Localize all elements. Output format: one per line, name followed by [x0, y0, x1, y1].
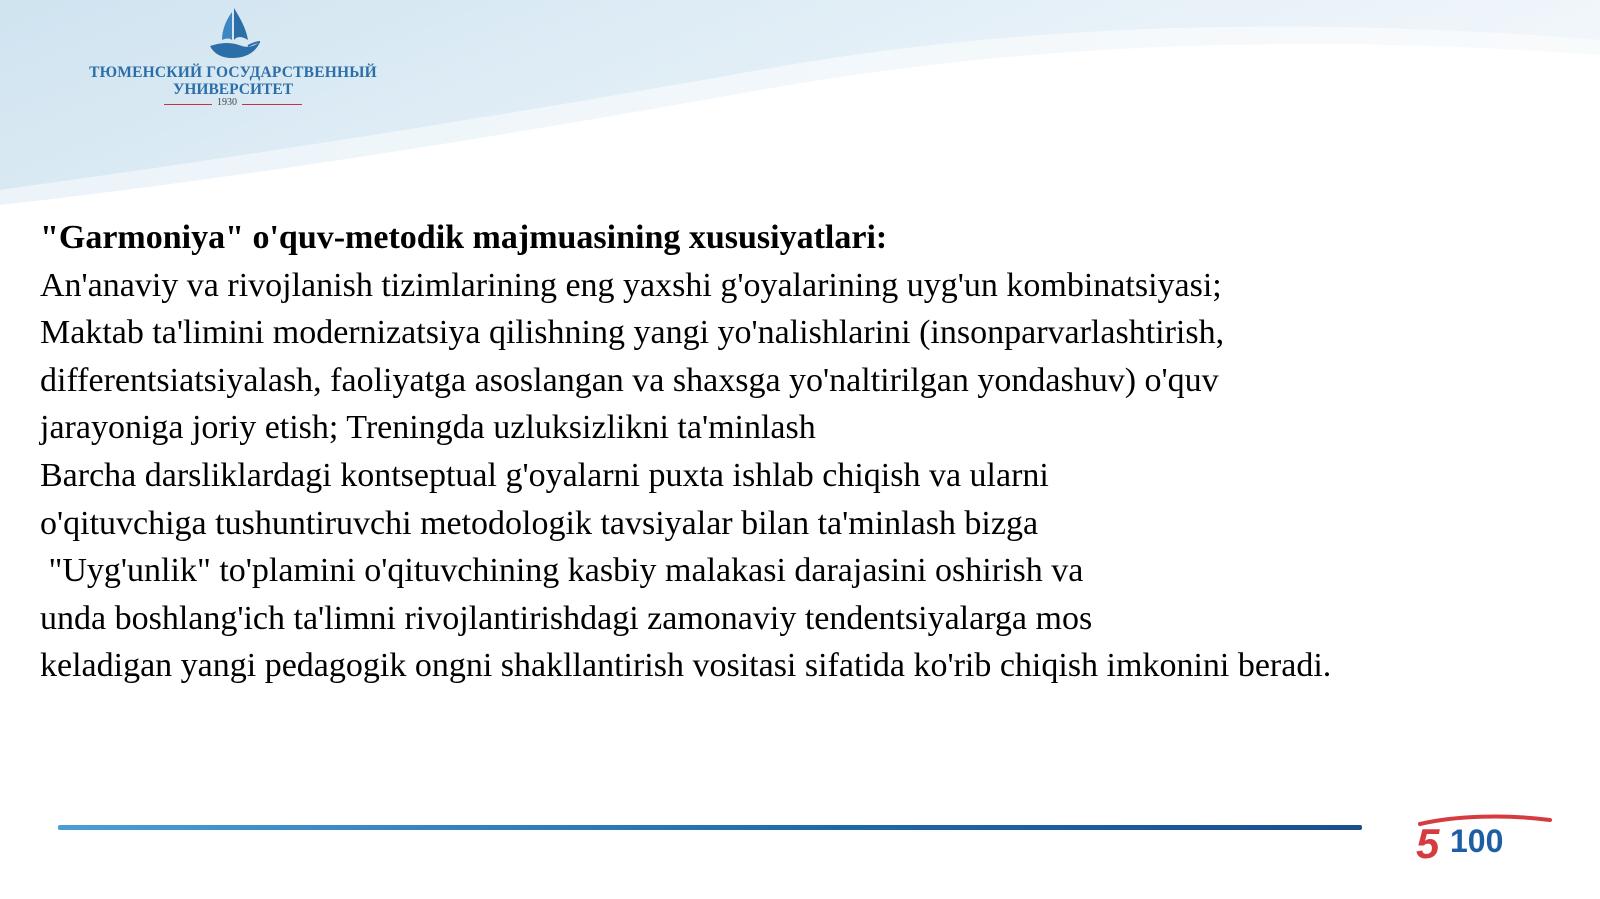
badge-number-100: 100	[1450, 823, 1504, 859]
footer-divider-line	[58, 825, 1362, 830]
body-line: unda boshlang'ich ta'limni rivojlantirishdagi zamonaviy tendentsiyalarga mos	[40, 599, 1093, 637]
logo-year: 1930	[217, 97, 237, 108]
logo-year-row	[164, 97, 302, 111]
logo-rule-right	[242, 104, 302, 105]
ship-sail-icon	[204, 6, 264, 64]
body-line: Maktab ta'limini modernizatsiya qilishning yangi yo'nalishlarini (insonparvarlashtirish,	[40, 314, 1225, 352]
logo-rule-left	[164, 104, 212, 105]
body-line: keladigan yangi pedagogik ongni shakllantirish vositasi sifatida ko'rib chiqish imkonini beradi.	[40, 647, 1332, 685]
body-line: jarayoniga joriy etish; Treningda uzluksizlikni ta'minlash	[40, 409, 816, 447]
body-line: Barcha darsliklardagi kontseptual g'oyalarni puxta ishlab chiqish va ularni	[40, 456, 1049, 494]
badge-digit-5: 5	[1416, 820, 1440, 864]
5-100-program-icon	[1414, 814, 1554, 864]
slide-body-text	[40, 214, 1570, 690]
logo-university-word: УНИВЕРСИТЕТ	[172, 81, 294, 98]
slide-heading: "Garmoniya" o'quv-metodik majmuasining xususiyatlari:	[40, 219, 888, 256]
university-logo	[68, 6, 398, 111]
body-line: differentsiatsiyalash, faoliyatga asoslangan va shaxsga yo'naltirilgan yondashuv) o'quv	[40, 361, 1219, 399]
logo-university-name: ТЮМЕНСКИЙ ГОСУДАРСТВЕННЫЙ	[89, 64, 377, 81]
body-line: An'anaviy va rivojlanish tizimlarining eng yaxshi g'oyalarining uyg'un kombinatsiyasi;	[40, 266, 1222, 304]
body-line: "Uyg'unlik" to'plamini o'qituvchining kasbiy malakasi darajasini oshirish va	[40, 552, 1084, 590]
body-line: o'qituvchiga tushuntiruvchi metodologik tavsiyalar bilan ta'minlash bizga	[40, 504, 1039, 542]
